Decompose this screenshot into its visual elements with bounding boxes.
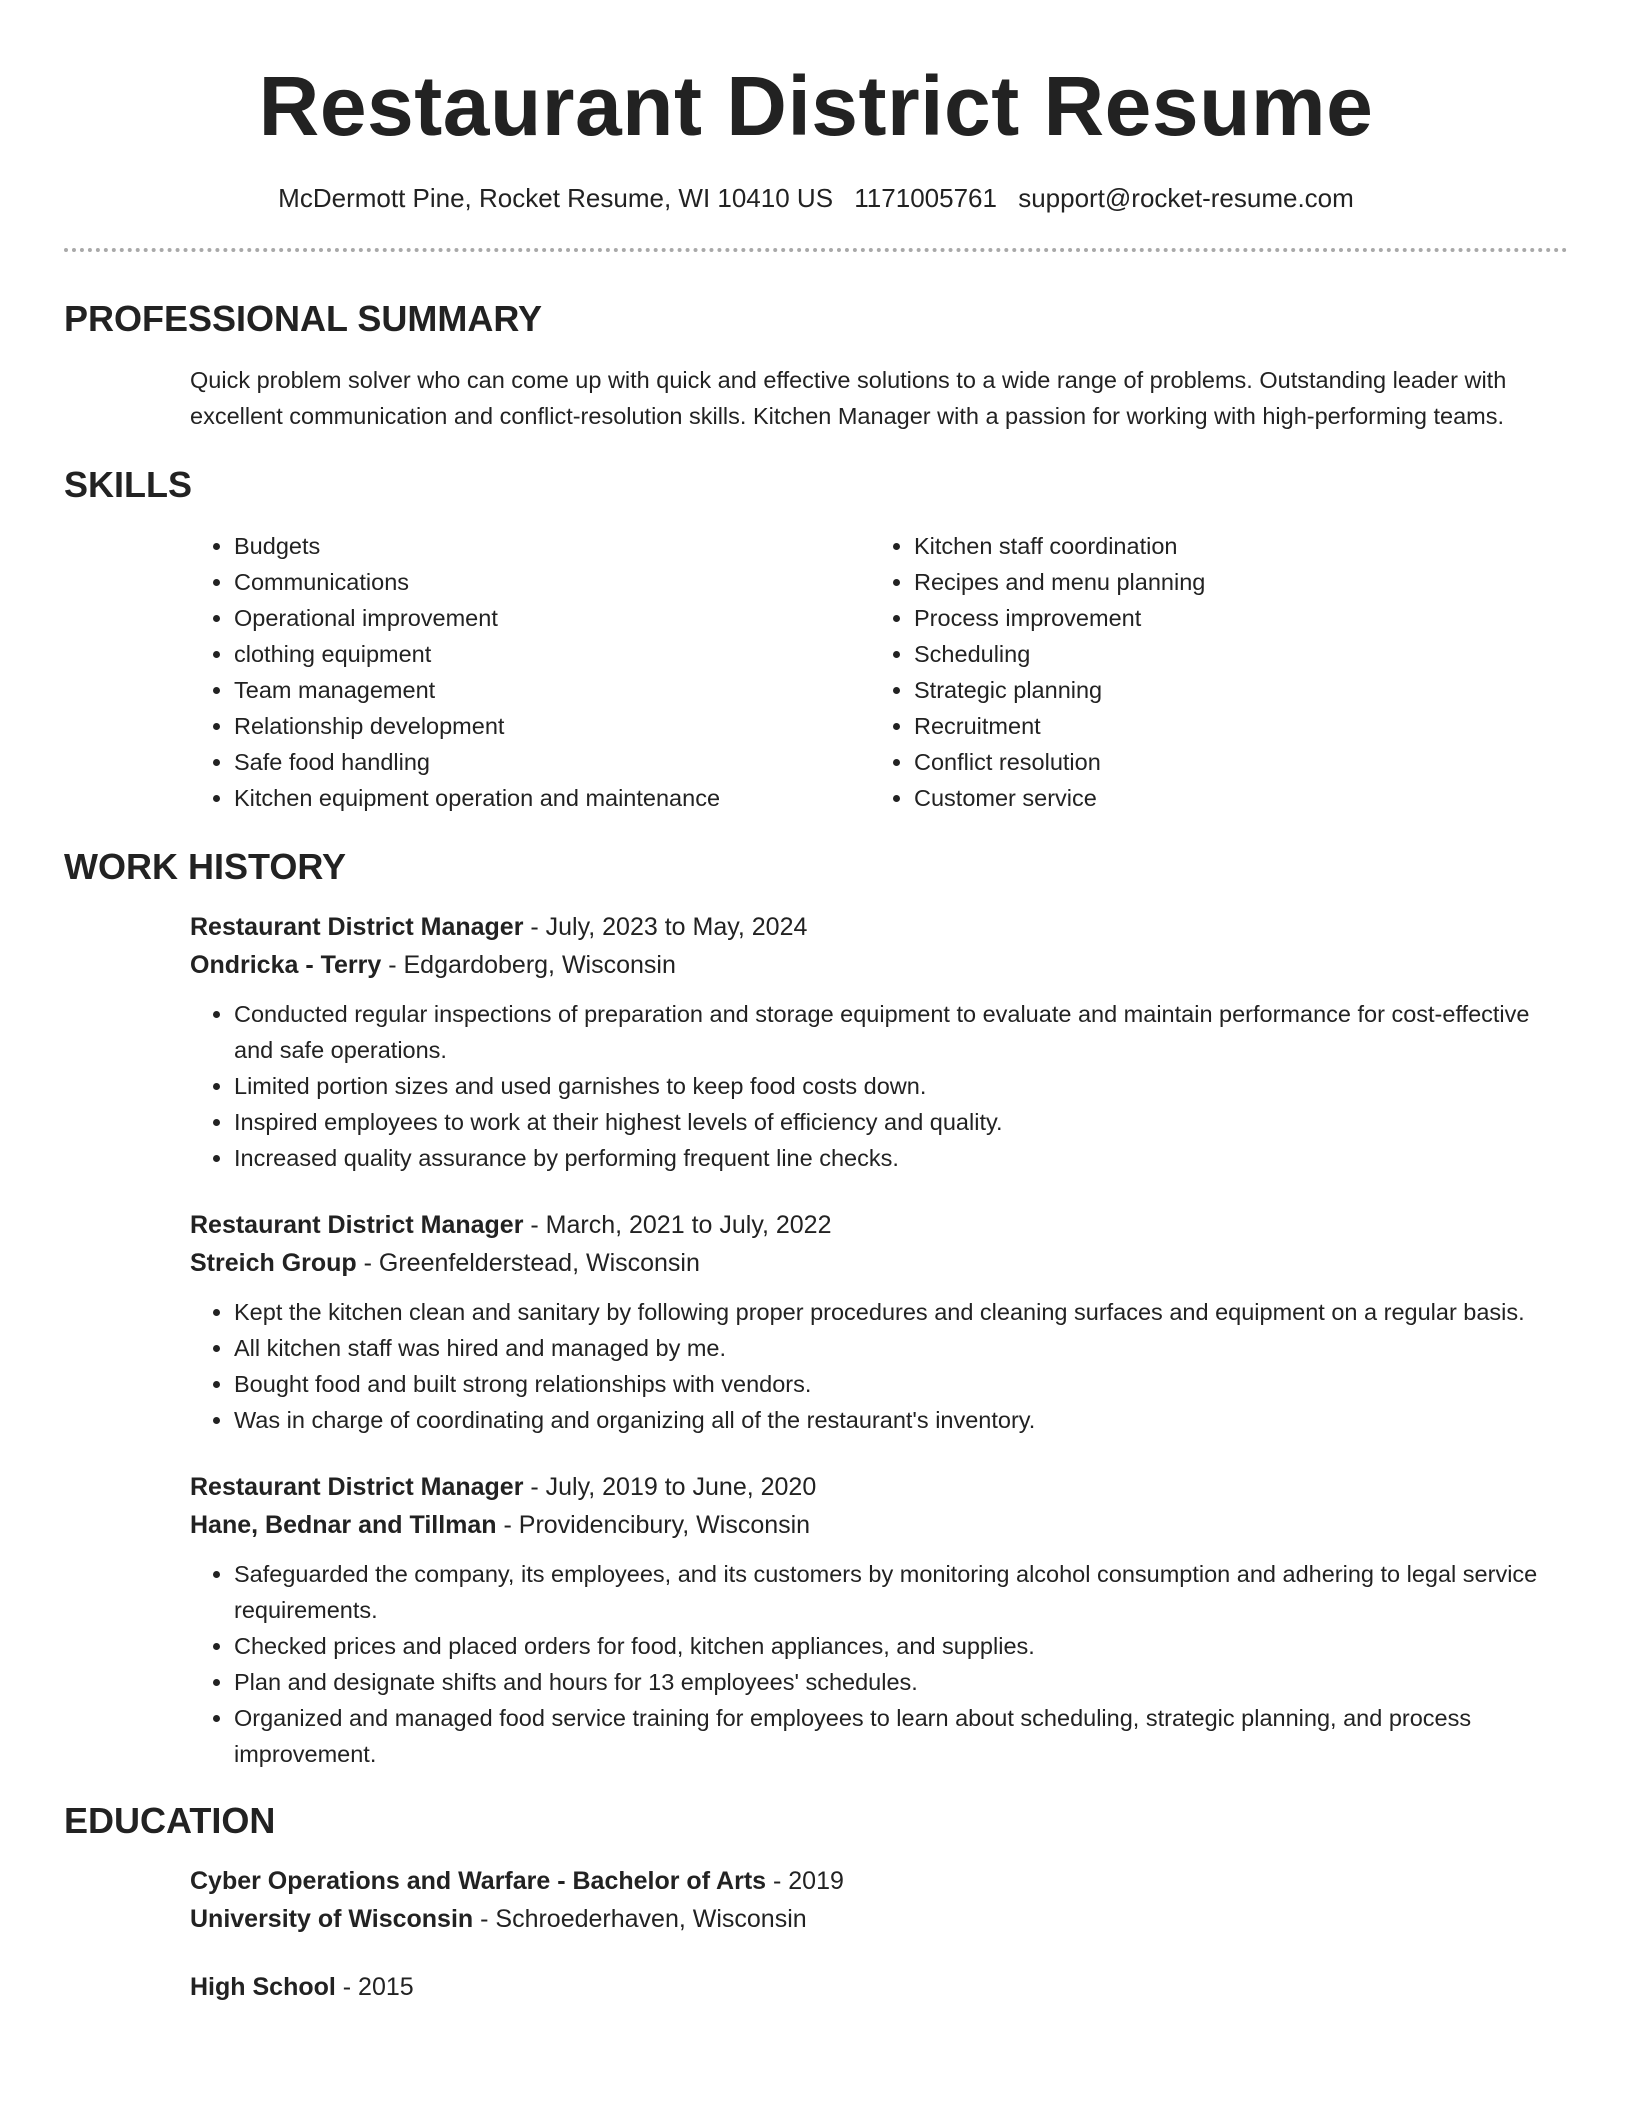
- skill-item: • Customer service: [914, 780, 1205, 816]
- header-divider: [64, 248, 1568, 252]
- summary-section: [64, 296, 1568, 434]
- job-title-line: [190, 908, 1568, 946]
- skill-item: • Communications: [234, 564, 870, 600]
- job-company: Hane, Bednar and Tillman: [190, 1511, 497, 1539]
- job-bullet: • Inspired employees to work at their highest levels of efficiency and quality.: [234, 1104, 1568, 1140]
- job-location: - Edgardoberg, Wisconsin: [381, 951, 676, 979]
- education-entry: [64, 1968, 1568, 2006]
- skill-item: • Kitchen staff coordination: [914, 528, 1205, 564]
- skill-item: • Kitchen equipment operation and maintenance: [234, 780, 870, 816]
- job-dates: - March, 2021 to July, 2022: [523, 1211, 832, 1239]
- job-bullets: [190, 1294, 1568, 1438]
- education-location: - Schroederhaven, Wisconsin: [473, 1905, 807, 1933]
- job-bullet: • Was in charge of coordinating and organizing all of the restaurant's inventory.: [234, 1402, 1568, 1438]
- contact-line: [64, 180, 1568, 216]
- skill-item: • Budgets: [234, 528, 870, 564]
- work-history-heading: WORK HISTORY: [64, 846, 347, 887]
- job-entry: [64, 1206, 1568, 1438]
- education-year: - 2015: [335, 1973, 414, 2001]
- job-title: Restaurant District Manager: [190, 1473, 524, 1501]
- job-bullet: • All kitchen staff was hired and managed by me.: [234, 1330, 1568, 1366]
- job-bullet: • Limited portion sizes and used garnishes to keep food costs down.: [234, 1068, 1568, 1104]
- education-degree: High School: [190, 1973, 336, 2001]
- skills-section: [64, 462, 1568, 816]
- job-bullet: • Bought food and built strong relationships with vendors.: [234, 1366, 1568, 1402]
- skills-list-right: [870, 528, 1205, 816]
- contact-email: support@rocket-resume.com: [1018, 183, 1354, 213]
- skill-item: • Team management: [234, 672, 870, 708]
- education-entry: [64, 1862, 1568, 1938]
- education-school: University of Wisconsin: [190, 1905, 474, 1933]
- contact-phone: 1171005761: [854, 183, 997, 213]
- education-heading: EDUCATION: [64, 1800, 276, 1841]
- job-title-line: [190, 1468, 1568, 1506]
- education-year: - 2019: [766, 1867, 844, 1895]
- job-bullets: [190, 1556, 1568, 1772]
- job-company-line: [190, 1244, 1568, 1282]
- summary-text: Quick problem solver who can come up with quick and effective solutions to a wide range of problems. Outstanding leader with excellent communication and conflict-resolution skills. Kitchen Manager with a passion for working with high-performing teams.: [190, 367, 1507, 429]
- skill-item: • Safe food handling: [234, 744, 870, 780]
- skill-item: • Relationship development: [234, 708, 870, 744]
- job-bullets: [190, 996, 1568, 1176]
- job-bullet: • Checked prices and placed orders for food, kitchen appliances, and supplies.: [234, 1628, 1568, 1664]
- job-dates: - July, 2023 to May, 2024: [523, 913, 808, 941]
- job-entry: [64, 908, 1568, 1176]
- skill-item: • Recruitment: [914, 708, 1205, 744]
- work-history-section: [64, 844, 1568, 1772]
- skills-heading: SKILLS: [64, 464, 193, 505]
- job-dates: - July, 2019 to June, 2020: [523, 1473, 817, 1501]
- skill-item: • Conflict resolution: [914, 744, 1205, 780]
- contact-address: McDermott Pine, Rocket Resume, WI 10410 US: [278, 183, 834, 213]
- job-title-line: [190, 1206, 1568, 1244]
- education-section: [64, 1798, 1568, 2006]
- job-company-line: [190, 946, 1568, 984]
- job-company-line: [190, 1506, 1568, 1544]
- skills-columns: [64, 528, 1568, 816]
- skill-item: • Scheduling: [914, 636, 1205, 672]
- resume-title: Restaurant District Resume: [258, 59, 1374, 153]
- job-bullet: • Organized and managed food service training for employees to learn about scheduling, strategic planning, and process improvement.: [234, 1700, 1568, 1772]
- job-entry: [64, 1468, 1568, 1772]
- education-degree: Cyber Operations and Warfare - Bachelor of Arts: [190, 1867, 767, 1895]
- job-bullet: • Kept the kitchen clean and sanitary by following proper procedures and cleaning surfaces and equipment on a regular basis.: [234, 1294, 1568, 1330]
- education-title-line: [190, 1862, 1568, 1900]
- summary-heading: PROFESSIONAL SUMMARY: [64, 298, 543, 339]
- job-location: - Providencibury, Wisconsin: [496, 1511, 811, 1539]
- job-bullet: • Conducted regular inspections of preparation and storage equipment to evaluate and maintain performance for cost-effective and safe operations.: [234, 996, 1568, 1068]
- education-title-line: [190, 1968, 1568, 2006]
- job-bullet: • Safeguarded the company, its employees, and its customers by monitoring alcohol consumption and adhering to legal service requirements.: [234, 1556, 1568, 1628]
- job-bullet: • Increased quality assurance by performing frequent line checks.: [234, 1140, 1568, 1176]
- job-location: - Greenfelderstead, Wisconsin: [356, 1249, 700, 1277]
- skill-item: • Recipes and menu planning: [914, 564, 1205, 600]
- job-title: Restaurant District Manager: [190, 1211, 524, 1239]
- skills-list-left: [190, 528, 870, 816]
- job-bullet: • Plan and designate shifts and hours for 13 employees' schedules.: [234, 1664, 1568, 1700]
- education-school-line: [190, 1900, 1568, 1938]
- skill-item: • clothing equipment: [234, 636, 870, 672]
- skill-item: • Operational improvement: [234, 600, 870, 636]
- job-company: Streich Group: [190, 1249, 357, 1277]
- skill-item: • Strategic planning: [914, 672, 1205, 708]
- skill-item: • Process improvement: [914, 600, 1205, 636]
- job-company: Ondricka - Terry: [190, 951, 382, 979]
- job-title: Restaurant District Manager: [190, 913, 524, 941]
